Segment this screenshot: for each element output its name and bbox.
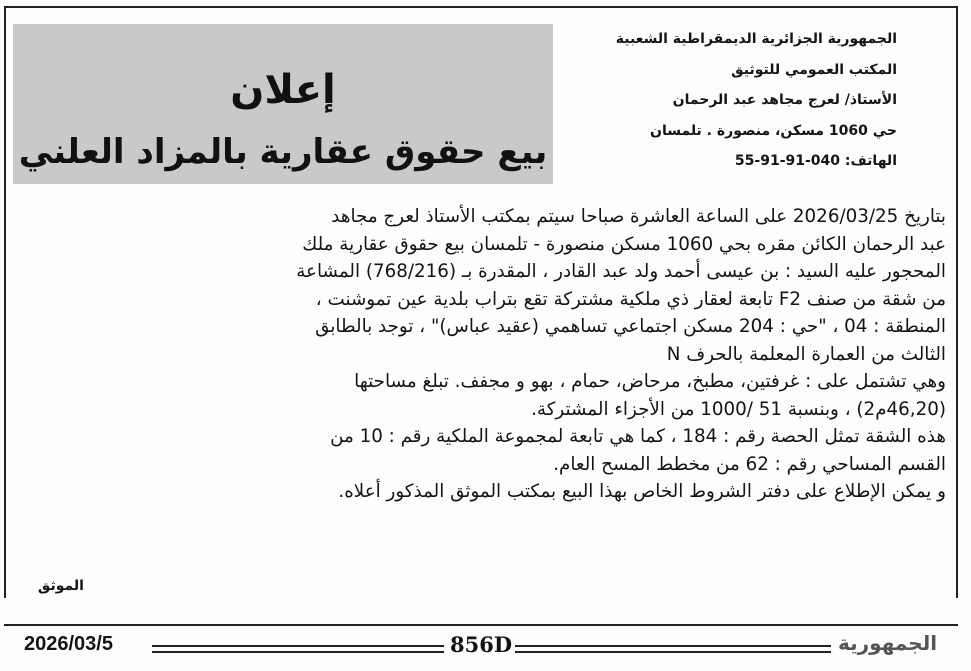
- org-line-phone: الهاتف: 040-91-91-55: [734, 153, 897, 169]
- footer-rule-right-2: [515, 651, 831, 653]
- body-line: المنطقة : 04 ، "حي : 204 مسكن اجتماعي تساهمي (عقيد عباس)" ، توجد بالطابق: [315, 316, 946, 337]
- newspaper-logo: الجمهورية: [838, 631, 938, 655]
- footer-rule-left: [152, 645, 444, 647]
- title-banner: [13, 24, 553, 184]
- page-subtitle: بيع حقوق عقارية بالمزاد العلني: [18, 132, 548, 172]
- page-border-right: [956, 6, 958, 598]
- footer-issue-code: 856D: [450, 632, 513, 657]
- org-line-notary: الأستاذ/ لعرج مجاهد عبد الرحمان: [672, 92, 897, 108]
- body-line: القسم المساحي رقم : 62 من مخطط المسح العام.: [553, 453, 946, 475]
- org-line-office: المكتب العمومي للتوثيق: [731, 61, 897, 78]
- body-line: عبد الرحمان الكائن مقره بحي 1060 مسكن منصورة - تلمسان بيع حقوق عقارية ملك: [302, 233, 946, 255]
- body-line: و يمكن الإطلاع على دفتر الشروط الخاص بهذا البيع بمكتب الموثق المذكور أعلاه.: [338, 481, 946, 502]
- body-line: الثالث من العمارة المعلمة بالحرف N: [666, 343, 946, 365]
- footer-rule-right: [515, 645, 831, 647]
- page-border-left: [4, 6, 6, 598]
- org-line-republic: الجمهورية الجزائرية الديمقراطية الشعبية: [615, 31, 897, 47]
- body-line: من شقة من صنف F2 تابعة لعقار ذي ملكية مشتركة تقع بتراب بلدية عين تموشنت ،: [315, 288, 946, 310]
- page-border-top: [4, 6, 958, 8]
- footer-date: 2026/03/5: [24, 633, 113, 655]
- body-line: هذه الشقة تمثل الحصة رقم : 184 ، كما هي تابعة لمجموعة الملكية رقم : 10 من: [330, 426, 946, 447]
- notary-signature-label: الموثق: [37, 578, 84, 594]
- footer-top-rule: [4, 624, 958, 626]
- body-line: وهي تشتمل على : غرفتين، مطبخ، مرحاض، حمام ، بهو و مجفف. تبلغ مساحتها: [354, 371, 946, 392]
- announcement-body: [14, 203, 946, 506]
- body-line: المحجور عليه السيد : بن عيسى أحمد ولد عبد القادر ، المقدرة بـ (768/216) المشاعة: [296, 261, 946, 282]
- page-title: إعلان: [230, 67, 336, 113]
- body-line: بتاريخ 2026/03/25 على الساعة العاشرة صباحا سيتم بمكتب الأستاذ لعرج مجاهد: [331, 206, 946, 227]
- footer-rule-left-2: [152, 651, 444, 653]
- org-line-address: حي 1060 مسكن، منصورة . تلمسان: [650, 122, 897, 139]
- office-header: [597, 24, 897, 177]
- body-line: (46,20م2) ، وبنسبة 51 /1000 من الأجزاء المشتركة.: [531, 398, 946, 420]
